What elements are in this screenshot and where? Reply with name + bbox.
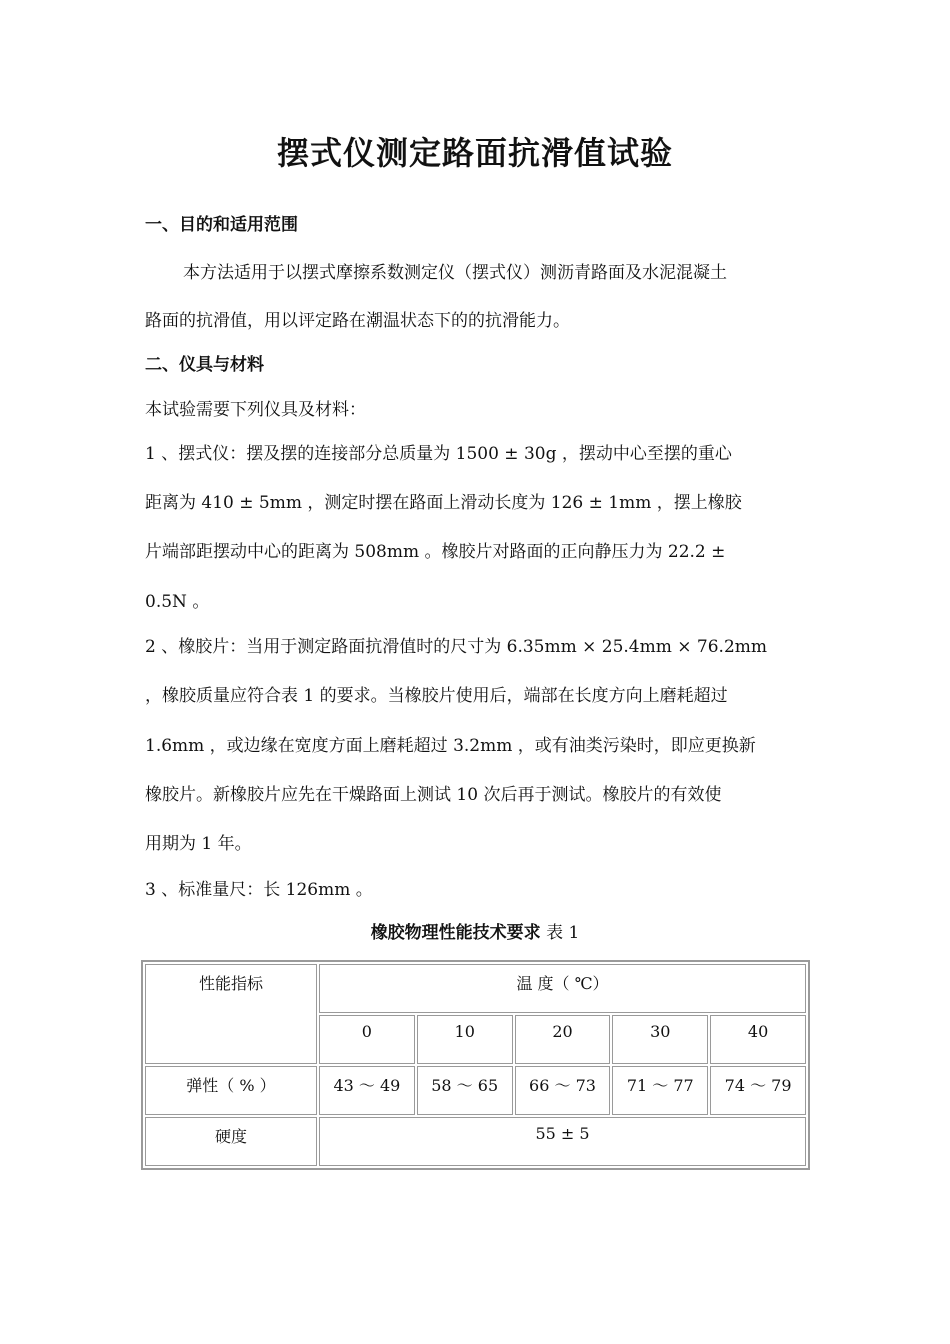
paragraph-line: 路面的抗滑值，用以评定路在潮温状态下的的抗滑能力。 bbox=[145, 311, 570, 331]
paragraph-line: 片端部距摆动中心的距离为 508mm 。橡胶片对路面的正向静压力为 22.2 ± bbox=[145, 542, 726, 562]
table-caption-number: 表 1 bbox=[540, 923, 580, 943]
table-row bbox=[145, 1066, 806, 1115]
paragraph-line: 距离为 410 ± 5mm ，测定时摆在路面上滑动长度为 126 ± 1mm ，摆上橡胶 bbox=[145, 493, 742, 513]
table-caption bbox=[0, 918, 950, 943]
row-label-elasticity: 弹性（ % ） bbox=[145, 1066, 317, 1115]
elasticity-cell: 74 ～ 79 bbox=[710, 1066, 806, 1115]
paragraph-line: ，橡胶质量应符合表 1 的要求。当橡胶片使用后，端部在长度方向上磨耗超过 bbox=[145, 686, 728, 706]
temp-cell: 10 bbox=[417, 1015, 513, 1064]
header-temperature: 温 度（ ℃） bbox=[319, 964, 806, 1013]
temp-cell: 0 bbox=[319, 1015, 415, 1064]
document-title: 摆式仪测定路面抗滑值试验 bbox=[276, 134, 673, 172]
paragraph-line: 1 、摆式仪：摆及摆的连接部分总质量为 1500 ± 30g ，摆动中心至摆的重心 bbox=[145, 444, 732, 464]
hardness-value: 55 ± 5 bbox=[319, 1117, 806, 1166]
paragraph-line: 1.6mm ，或边缘在宽度方面上磨耗超过 3.2mm ，或有油类污染时，即应更换新 bbox=[145, 736, 756, 756]
paragraph-line: 橡胶片。新橡胶片应先在干燥路面上测试 10 次后再于测试。橡胶片的有效使 bbox=[145, 785, 722, 805]
elasticity-cell: 43 ～ 49 bbox=[319, 1066, 415, 1115]
elasticity-cell: 71 ～ 77 bbox=[612, 1066, 708, 1115]
elasticity-cell: 58 ～ 65 bbox=[417, 1066, 513, 1115]
section-heading-purpose: 一、目的和适用范围 bbox=[145, 215, 298, 235]
paragraph-line: 本试验需要下列仪具及材料： bbox=[145, 400, 366, 420]
paragraph-line: 用期为 1 年。 bbox=[145, 834, 252, 854]
paragraph-line: 0.5N 。 bbox=[145, 592, 210, 612]
paragraph-line: 3 、标准量尺：长 126mm 。 bbox=[145, 880, 373, 900]
elasticity-cell: 66 ～ 73 bbox=[515, 1066, 611, 1115]
temp-cell: 40 bbox=[710, 1015, 806, 1064]
table-row bbox=[145, 1117, 806, 1166]
row-label-hardness: 硬度 bbox=[145, 1117, 317, 1166]
temp-cell: 30 bbox=[612, 1015, 708, 1064]
table-caption-title: 橡胶物理性能技术要求 bbox=[370, 923, 541, 943]
paragraph-line: 本方法适用于以摆式摩擦系数测定仪（摆式仪）测沥青路面及水泥混凝土 bbox=[183, 263, 727, 283]
rubber-properties-table bbox=[141, 960, 810, 1170]
paragraph-line: 2 、橡胶片：当用于测定路面抗滑值时的尺寸为 6.35mm × 25.4mm × 76.2mm bbox=[145, 637, 768, 657]
temp-cell: 20 bbox=[515, 1015, 611, 1064]
section-heading-instruments: 二、仪具与材料 bbox=[145, 355, 264, 375]
header-performance-index: 性能指标 bbox=[145, 964, 317, 1064]
